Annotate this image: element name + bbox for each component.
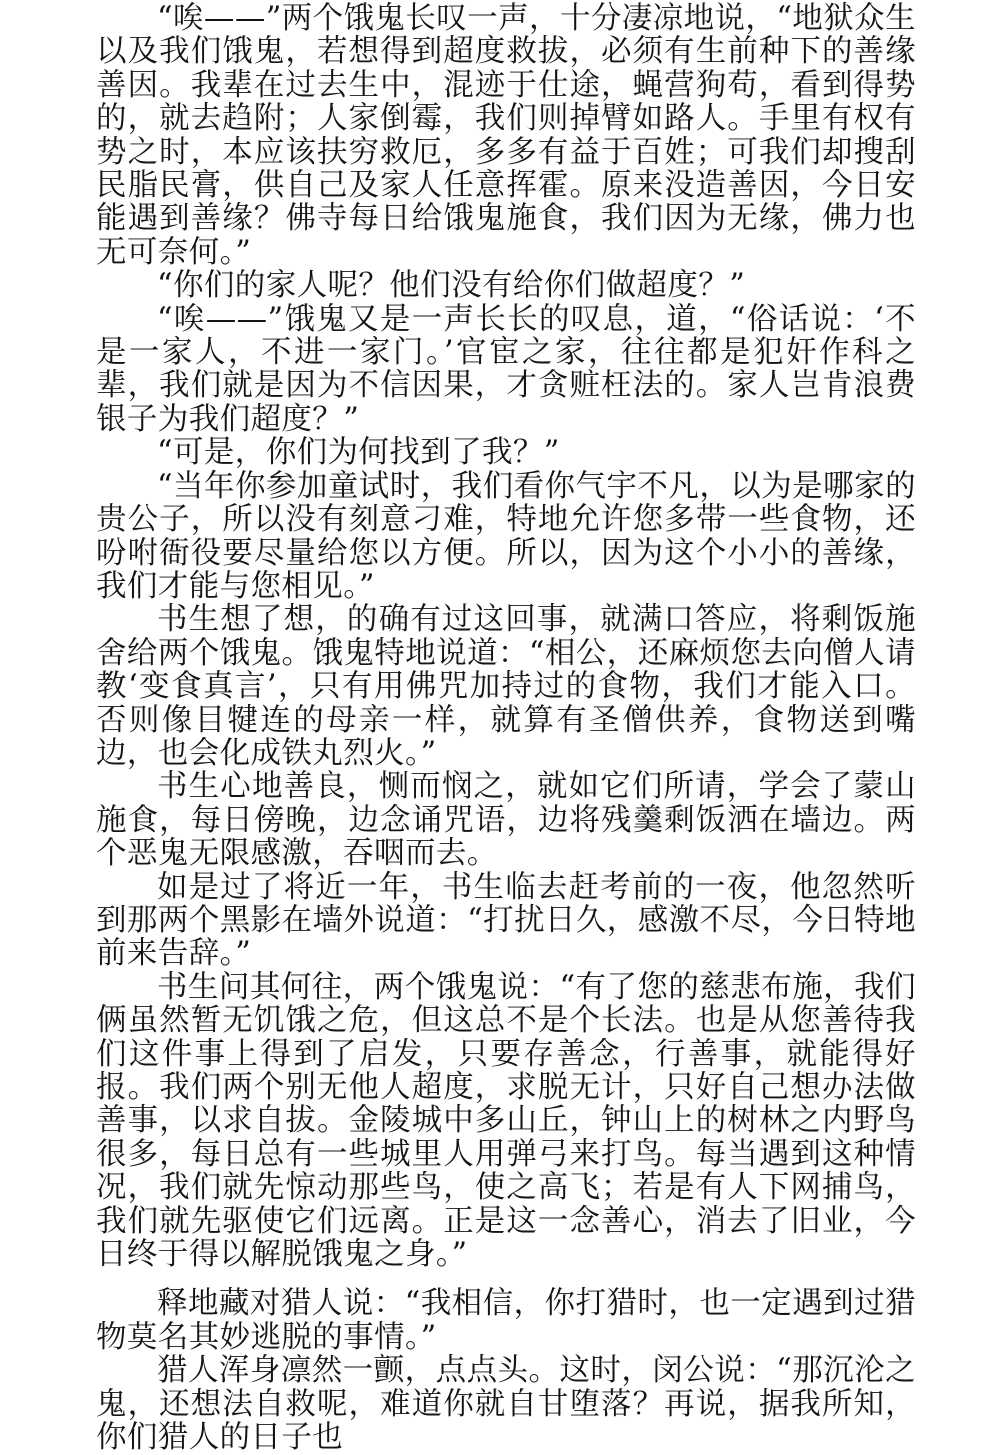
paragraph-1: “唉——”两个饿鬼长叹一声，十分凄凉地说，“地狱众生以及我们饿鬼，若想得到超度救拔，必须有生前种下的善缘善因。我辈在过去生中，混迹于仕途，蝇营狗苟，看到得势的，就去趋附；人家倒霉，我们则掉臂如路人。手里有权有势之时，本应该扶穷救厄，多多有益于百姓；可我们却搜刮民脂民膏，供自己及家人任意挥霍。原来没造善因，今日安能遇到善缘？佛寺每日给饿鬼施食，我们因为无缘，佛力也无可奈何。” [96, 1, 916, 270]
paragraph-9: 书生问其何往，两个饿鬼说：“有了您的慈悲布施，我们俩虽然暂无饥饿之危，但这总不是个长法。也是从您善待我们这件事上得到了启发，只要存善念，行善事，就能得好报。我们两个别无他人超度，求脱无计，只好自己想办法做善事，以求自拔。金陵城中多山丘，钟山上的树林之内野鸟很多，每日总有一些城里人用弹弓来打鸟。每当遇到这种情况，我们就先惊动那些鸟，使之高飞；若是有人下网捕鸟，我们就先驱使它们远离。正是这一念善心，消去了旧业，今日终于得以解脱饿鬼之身。” [96, 969, 916, 1273]
paragraph-11: 猎人浑身凛然一颤，点点头。这时，闵公说：“那沉沦之鬼，还想法自救呢，难道你就自甘堕落？再说，据我所知，你们猎人的日子也 [96, 1353, 916, 1455]
paragraph-5: “当年你参加童试时，我们看你气宇不凡，以为是哪家的贵公子，所以没有刻意刁难，特地允许您多带一些食物，还吩咐衙役要尽量给您以方便。所以，因为这个小小的善缘，我们才能与您相见。” [96, 468, 916, 604]
paragraph-8: 如是过了将近一年，书生临去赶考前的一夜，他忽然听到那两个黑影在墙外说道：“打扰日久，感激不尽，今日特地前来告辞。” [96, 869, 916, 972]
paragraph-7: 书生心地善良，恻而悯之，就如它们所请，学会了蒙山施食，每日傍晚，边念诵咒语，边将残羹剩饭洒在墙边。两个恶鬼无限感激，吞咽而去。 [96, 769, 916, 872]
paragraph-3: “唉——”饿鬼又是一声长长的叹息，道，“俗话说：‘不是一家人，不进一家门。’官宦之家，往往都是犯奸作科之辈，我们就是因为不信因果，才贪赃枉法的。家人岂肯浪费银子为我们超度？” [96, 301, 916, 437]
paragraph-10: 释地藏对猎人说：“我相信，你打猎时，也一定遇到过猎物莫名其妙逃脱的事情。” [96, 1286, 916, 1355]
paragraph-4: “可是，你们为何找到了我？” [157, 435, 560, 471]
paragraph-2: “你们的家人呢？他们没有给你们做超度？” [157, 268, 746, 304]
paragraph-6: 书生想了想，的确有过这回事，就满口答应，将剩饭施舍给两个饿鬼。饿鬼特地说道：“相公，还麻烦您去向僧人请教‘变食真言’，只有用佛咒加持过的食物，我们才能入口。否则像目犍连的母亲一样，就算有圣僧供养，食物送到嘴边，也会化成铁丸烈火。” [96, 602, 916, 771]
document-body [96, 2, 916, 1454]
section-gap [96, 1271, 916, 1287]
